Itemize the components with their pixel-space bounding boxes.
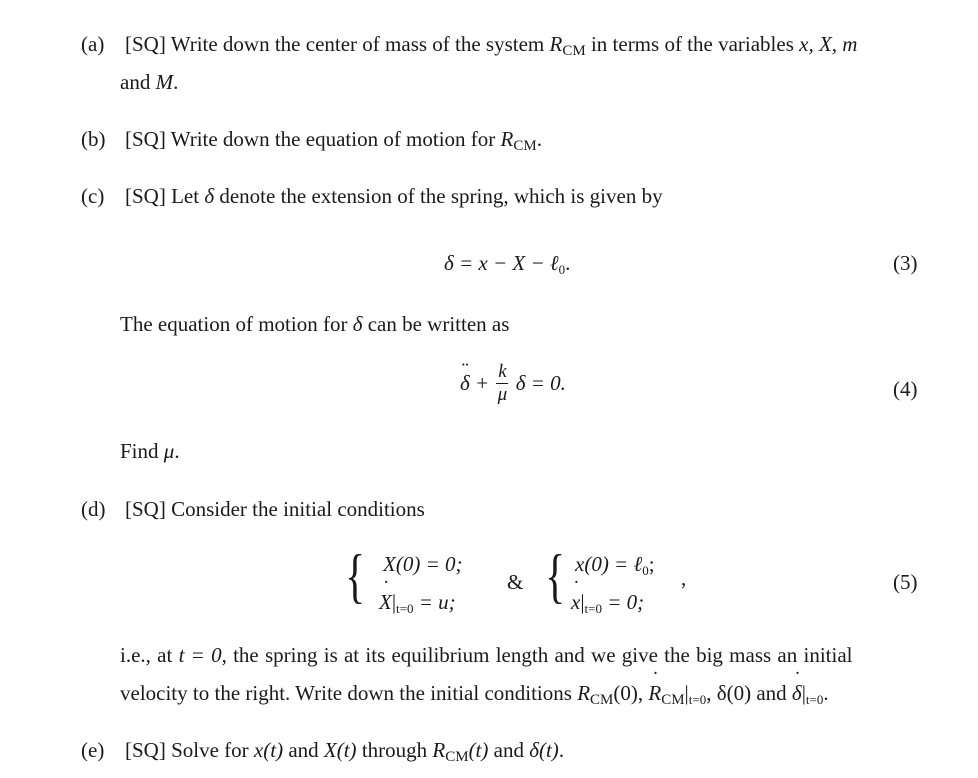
eq4-mu: μ [497,384,508,405]
item-e-text1: Solve for [171,738,249,762]
item-d-ic-delta0: , δ(0) and [706,681,787,705]
item-d-label: (d) [81,497,106,521]
item-d-ic-sep2: | [684,681,689,705]
eq3-end: . [565,251,571,275]
eq5-c2-bot: x $˙|_{t=0} = 0$; [571,592,644,613]
item-e-and2: and [493,738,524,762]
item-b-cm: CM [513,138,537,154]
equation-3 [444,251,571,277]
item-a-text1: Write down the center of mass of the system [170,32,545,56]
item-d-ic-t0b: t=0 [805,692,824,707]
eq4-k: k [498,361,507,382]
item-a-tag: [SQ] [125,32,166,56]
item-a-label: (a) [81,32,105,56]
item-e-cm: CM [445,749,469,765]
item-c-label: (c) [81,184,105,208]
item-a-text2: in terms of the variables [590,32,794,56]
item-e-tag: [SQ] [125,738,166,762]
eq5-c1-bot-var: X ˙ [379,592,392,613]
item-d-ic-cm1: CM [590,692,614,708]
eq5-c2-top [575,552,655,578]
item-c-find-wrap [120,441,180,462]
eq5-c1-bot: X $˙|_{t=0} = u$; [379,592,456,613]
eq5-c2-top-end: ; [648,552,655,576]
item-d-tag: [SQ] [125,497,166,521]
eq5-c1-top-text: X(0) = 0; [383,552,463,576]
eq3-body: δ = x − X − ℓ [444,251,559,275]
eq5-c2-bot-sub: t=0 [584,601,602,616]
eq5-brace-left: { [345,543,366,609]
item-c-text2: denote the extension of the spring, which is given by [219,184,663,208]
item-c-cont [120,314,509,335]
eq4-pre: δ ¨ + [460,373,489,394]
item-a-vars: x, X, m [799,32,858,56]
equation-4 [460,362,566,418]
item-c-find-mu: μ [163,439,175,463]
item-e-xt: x(t) [253,738,284,762]
eq5-c1-top [383,554,462,575]
item-c-find-text: Find [120,439,159,463]
eq5-c1-bot-rest: = u; [418,590,456,614]
item-c-delta: δ [204,184,215,208]
item-e-rcmt: (t) [468,738,489,762]
item-d-text3: , the spring is at its equilibrium length and we give the big mass an initial [221,643,853,667]
eq5-comma: , [681,566,687,590]
item-e-text [125,738,565,765]
item-b-tag: [SQ] [125,127,166,151]
item-d-cont1 [120,645,852,666]
item-a-M: M [155,70,174,94]
item-d-t-eq: t = 0 [178,643,222,667]
eq5-c2-top-sub: 0 [642,563,649,578]
eq5-c2-bot-var: x ˙ [571,592,580,613]
item-b-rcm: R [500,127,514,151]
item-c-text3: The equation of motion for [120,312,348,336]
item-e-Xt: X(t) [323,738,357,762]
item-d-text4: velocity to the right. Write down the initial conditions [120,681,572,705]
eq5-brace-right: { [545,543,566,609]
equation-3-number: (3) [893,251,918,275]
item-e-deltat: δ(t) [529,738,559,762]
item-d-ic-r1: R [577,681,591,705]
item-e-and: and [288,738,319,762]
item-d-ic-deltadot: δ ˙ [792,683,802,704]
item-d-text1: Consider the initial conditions [171,497,425,521]
item-b-period: . [536,127,542,151]
eq5-c1-bot-sub: t=0 [396,601,414,616]
item-a-cont [120,72,178,93]
item-e-rcm: R [432,738,446,762]
eq5-amp: & [507,570,524,594]
item-c-text [125,186,663,207]
item-d-ic-cm2: CM [661,692,685,708]
item-d-text [125,499,425,520]
item-e-label: (e) [81,738,105,762]
eq4-frac [496,362,508,405]
eq4-post: δ = 0. [515,371,566,395]
item-d-ic-end: . [823,681,829,705]
item-a-period: . [173,70,179,94]
item-a-and: and [120,70,151,94]
eq3-sub: 0 [558,262,566,277]
equation-5 [345,540,705,626]
item-e-period: . [558,738,565,762]
item-b-text [125,127,542,154]
item-d-cont2: velocity to the right. Write down the initial conditions $R_{CM}(0)$, R $˙_{CM}|_{t=0}$, δ(0) and δ $˙|_{t=0}$. [120,683,829,704]
item-d-ic-r2: R ˙ [648,683,661,704]
item-c-delta2: δ [352,312,363,336]
item-a-cm: CM [562,43,586,59]
item-d-ic-t0a: t=0 [688,692,707,707]
item-c-find-end: . [174,439,180,463]
item-b-text1: Write down the equation of motion for [170,127,496,151]
eq5-c2-top-text: x(0) = ℓ [575,552,643,576]
item-c-text1: Let [171,184,200,208]
item-e-through: through [361,738,428,762]
item-d-text2: i.e., at [120,643,173,667]
item-c-text3b: can be written as [367,312,510,336]
item-a-text [125,32,858,59]
eq4-ddot: δ ¨ [460,373,470,394]
item-a-rcm: R [549,32,563,56]
item-c-tag: [SQ] [125,184,166,208]
item-b-label: (b) [81,127,106,151]
equation-5-number: (5) [893,570,918,594]
equation-4-number: (4) [893,377,918,401]
eq5-c2-bot-rest: = 0; [607,590,645,614]
item-d-ic-sep1: (0), [613,681,644,705]
